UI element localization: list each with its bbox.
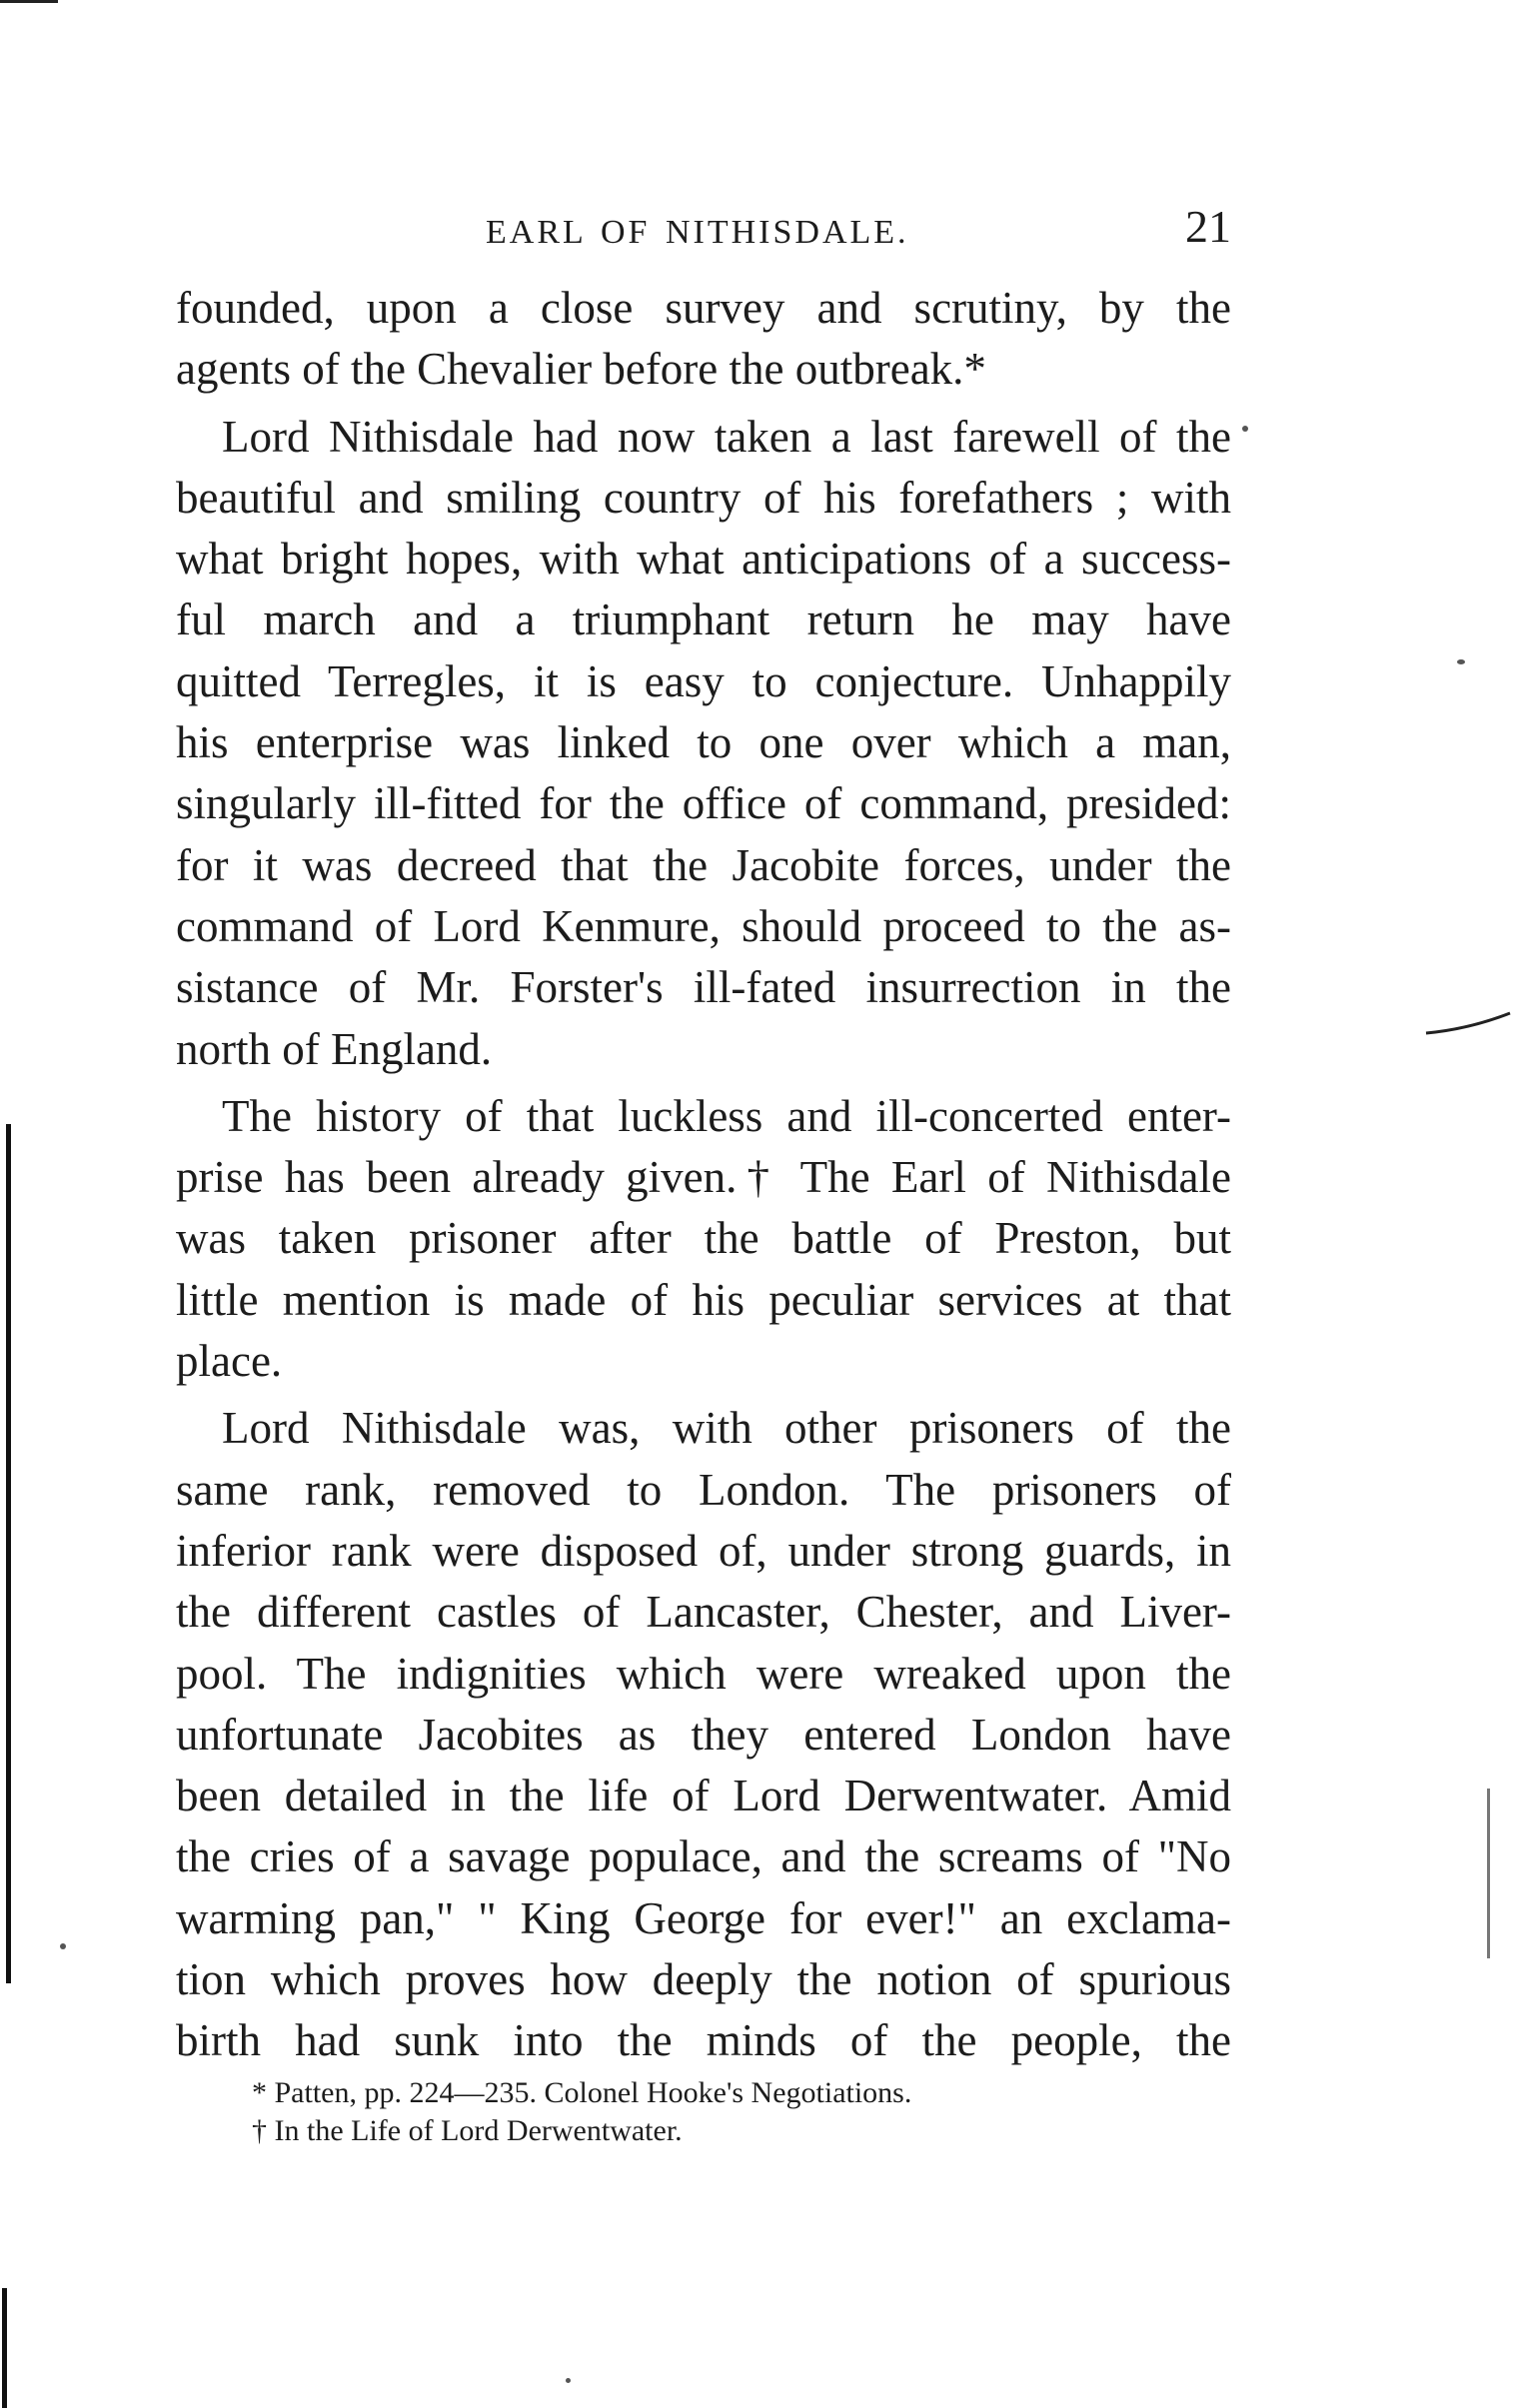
text-line: Lord Nithisdale had now taken a last farewell of the (222, 411, 1231, 462)
page-number: 21 (1185, 201, 1231, 252)
text-line: same rank, removed to London. The prisoners of (176, 1464, 1231, 1515)
scan-margin-bar (1487, 1789, 1490, 1958)
text-line: little mention is made of his peculiar services at that (176, 1274, 1231, 1325)
paragraph (176, 1086, 1231, 1392)
paragraph (176, 1398, 1231, 2071)
text-line: the different castles of Lancaster, Chester, and Liver- (176, 1587, 1231, 1638)
text-line: founded, upon a close survey and scrutiny, by the (176, 283, 1231, 333)
text-line: pool. The indignities which were wreaked upon the (176, 1648, 1231, 1699)
text-line: birth had sunk into the minds of the people, the (176, 2015, 1231, 2066)
footnote: * Patten, pp. 224—235. Colonel Hooke's Negotiations. (252, 2076, 912, 2109)
text-line: inferior rank were disposed of, under strong guards, in (176, 1525, 1231, 1576)
text-line: The history of that luckless and ill-concerted enter- (222, 1090, 1231, 1141)
text-line: tion which proves how deeply the notion of spurious (176, 1954, 1231, 2005)
scan-speck (1457, 659, 1465, 664)
text-line: what bright hopes, with what anticipations of a success- (176, 534, 1231, 585)
paragraph (176, 407, 1231, 1080)
text-line: for it was decreed that the Jacobite forces, under the (176, 839, 1231, 890)
paragraph (176, 278, 1231, 401)
running-head: EARL OF NITHISDALE. (486, 214, 909, 251)
text-line: prise has been already given.† The Earl of Nithisdale (176, 1152, 1231, 1203)
text-line: place. (176, 1336, 283, 1387)
footnote: † In the Life of Lord Derwentwater. (252, 2114, 683, 2147)
text-line: quitted Terregles, it is easy to conjecture. Unhappily (176, 655, 1231, 706)
text-line: beautiful and smiling country of his forefathers ; with (176, 472, 1231, 523)
text-line: north of England. (176, 1023, 493, 1074)
text-line: singularly ill-fitted for the office of command, presided: (176, 778, 1231, 829)
text-line: warming pan," " King George for ever!" an exclama- (176, 1892, 1231, 1943)
text-line: was taken prisoner after the battle of Preston, but (176, 1213, 1231, 1264)
footnotes (252, 2074, 1151, 2150)
text-line: his enterprise was linked to one over which a man, (176, 717, 1231, 768)
text-line: unfortunate Jacobites as they entered London have (176, 1709, 1231, 1760)
page-header (176, 200, 1231, 260)
text-line: agents of the Chevalier before the outbreak.* (176, 344, 986, 395)
pencil-mark (1424, 1009, 1514, 1039)
scan-speck (1242, 426, 1248, 432)
scan-margin-bar (6, 1124, 11, 1983)
text-line: ful march and a triumphant return he may have (176, 595, 1231, 645)
body-text (176, 278, 1231, 2072)
text-line: the cries of a savage populace, and the screams of "No (176, 1831, 1231, 1882)
text-line: Lord Nithisdale was, with other prisoners of the (222, 1403, 1231, 1454)
scan-speck (566, 2378, 571, 2383)
scan-edge-mark (0, 0, 58, 3)
text-line: sistance of Mr. Forster's ill-fated insurrection in the (176, 962, 1231, 1013)
text-line: command of Lord Kenmure, should proceed to the as- (176, 900, 1231, 951)
text-line: been detailed in the life of Lord Derwentwater. Amid (176, 1771, 1231, 1821)
scan-speck (60, 1943, 66, 1949)
scan-margin-bar (2, 2288, 7, 2408)
